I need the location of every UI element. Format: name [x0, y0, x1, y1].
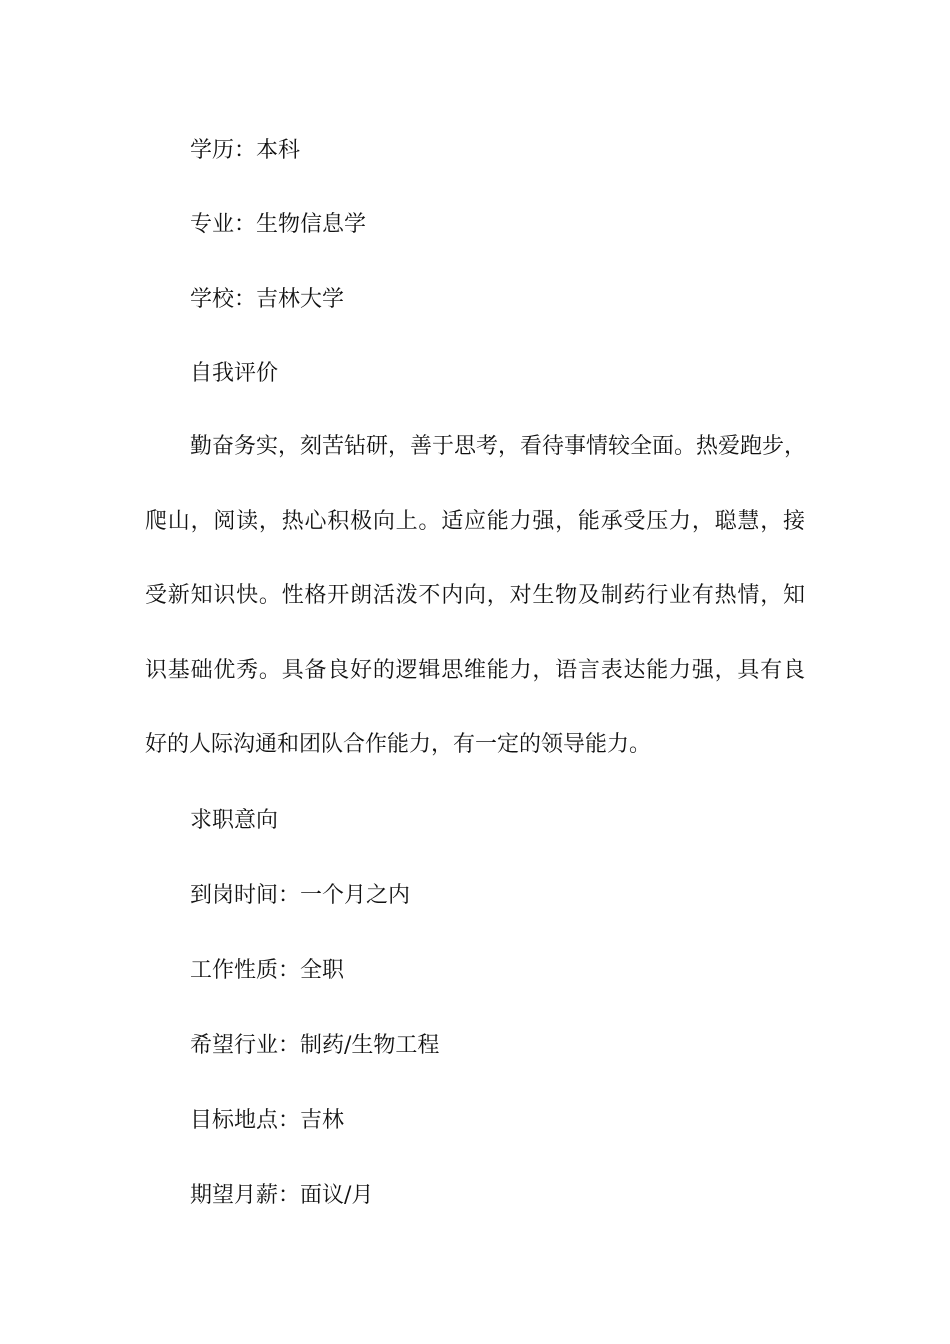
school-line: 学校：吉林大学: [190, 287, 345, 312]
job-type-line: 工作性质：全职: [190, 958, 345, 983]
major-line: 专业：生物信息学: [190, 212, 367, 237]
self-evaluation-paragraph: [145, 432, 805, 805]
salary-line: 期望月薪：面议/月: [190, 1183, 374, 1208]
paragraph-line: 受新知识快。性格开朗活泼不内向，对生物及制药行业有热情，知: [145, 583, 805, 608]
paragraph-line: 好的人际沟通和团队合作能力，有一定的领导能力。: [145, 732, 652, 757]
paragraph-line: 勤奋务实，刻苦钻研，善于思考，看待事情较全面。热爱跑步，: [190, 434, 807, 459]
arrival-time-line: 到岗时间：一个月之内: [190, 883, 411, 908]
paragraph-line: 爬山，阅读，热心积极向上。适应能力强，能承受压力，聪慧，接: [145, 508, 805, 534]
self-evaluation-heading: 自我评价: [190, 361, 279, 386]
degree-line: 学历：本科: [190, 138, 301, 163]
location-line: 目标地点：吉林: [190, 1108, 345, 1133]
industry-line: 希望行业：制药/生物工程: [190, 1033, 440, 1058]
job-intention-heading: 求职意向: [190, 808, 279, 833]
paragraph-line: 识基础优秀。具备良好的逻辑思维能力，语言表达能力强，具有良: [145, 657, 805, 683]
